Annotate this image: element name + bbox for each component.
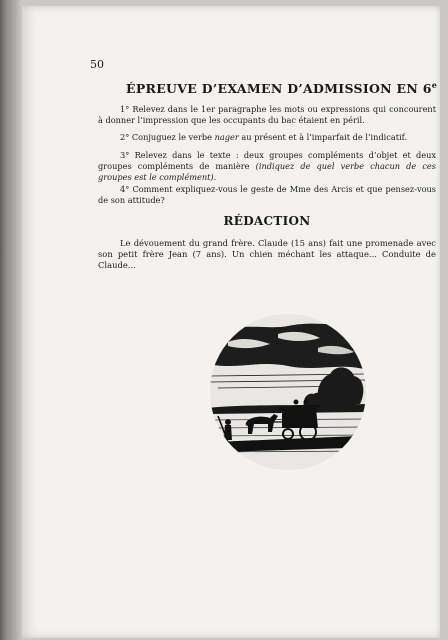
question-number: 3°	[120, 150, 130, 160]
question-1	[98, 104, 436, 126]
book-page	[22, 6, 440, 638]
question-italic: nager	[214, 132, 239, 142]
question-number: 4°	[120, 184, 130, 194]
redaction-text: Le dévouement du grand frère. Claude (15 ans) fait une promenade avec son petit frère Jean (7 ans). Un chien méchant les attaque... Conduite de Claude...	[98, 238, 436, 270]
question-4	[98, 184, 436, 206]
question-text: Conjuguez le verbe	[131, 132, 215, 142]
redaction-prompt	[98, 238, 436, 271]
question-text: Relevez dans le texte : deux groupes compléments d’objet et deux groupes compléments de manière	[98, 150, 437, 171]
question-text: Relevez dans le 1er paragraphe les mots ou expressions qui concourent à donner l’impression que les occupants du bac étaient en péril.	[98, 104, 436, 125]
question-2	[98, 132, 436, 143]
question-italic: (indiquez de quel verbe chacun de ces groupes est le complément).	[98, 161, 436, 182]
page-title: ÉPREUVE D’EXAMEN D’ADMISSION EN 6e	[126, 80, 438, 97]
section-heading-redaction: RÉDACTION	[223, 214, 311, 228]
question-3	[98, 150, 436, 183]
question-number: 2°	[120, 132, 130, 142]
page-number: 50	[90, 58, 104, 71]
question-text: au présent et à l’imparfait de l’indicatif.	[238, 132, 408, 142]
question-number: 1°	[120, 104, 130, 114]
horse-carriage-ferry-illustration	[208, 312, 368, 472]
question-text: Comment expliquez-vous le geste de Mme des Arcis et que pensez-vous de son attitude?	[98, 184, 436, 205]
